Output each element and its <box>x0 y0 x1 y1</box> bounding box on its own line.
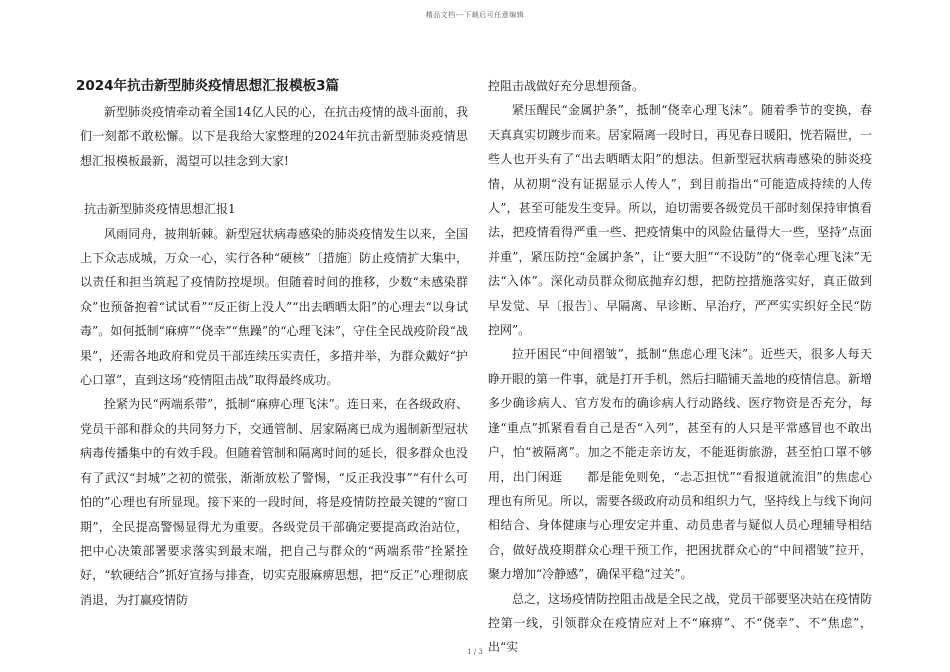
continued-paragraph: 控阻击战做好充分思想预备。 <box>488 79 645 93</box>
page-number: 1 / 3 <box>467 648 483 656</box>
page-header-note: 精品文档---下载后可任意编辑 <box>425 11 525 19</box>
right-column <box>488 74 872 660</box>
spacer <box>80 173 468 197</box>
intro-paragraph: 新型肺炎疫情牵动着全国14亿人民的心，在抗击疫情的战斗面前，我们一刻都不敢松懈。以下是我给大家整理的2024年抗击新型肺炎疫情思想汇报模板最新，渴望可以挂念到大家! <box>80 105 468 168</box>
body-paragraph-5: 总之，这场疫情防控阻击战是全民之战，党员干部要坚决站在疫情防控第一线，引领群众在疫情应对上不“麻痹”、不“侥幸”、不“焦虑”，出“实 <box>488 591 873 655</box>
document-title: 2024年抗击新型肺炎疫情思想汇报模板3篇 <box>76 78 339 94</box>
body-paragraph-1: 风雨同舟，披荆斩棘。新型冠状病毒感染的肺炎疫情发生以来，全国上下众志成城，万众一心，实行各种“硬核”〔措施〕防止疫情扩大集中，以责任和担当筑起了疫情防控堤坝。但随着时间的推移，少数“未感染群众”也预备抱着“试试看”“反正街上没人”“出去晒晒太阳”的心理去“以身试毒”。如何抵制“麻痹”“侥幸”“焦躁”的“心理飞沫”，守住全民战疫阶段“战果”，还需各地政府和党员干部连续压实责任，多措并举，为群众戴好“护心口罩”，直到这场“疫情阻击战”取得最终成功。 <box>80 226 468 388</box>
left-column <box>76 74 468 612</box>
section-subheading: 抗击新型肺炎疫情思想汇报1 <box>84 202 236 217</box>
body-paragraph-4: 拉开困民“中间褶皱”，抵制“焦虑心理飞沫”。近些天，很多人每天睁开眼的第一件事，就是打开手机，然后扫瞄铺天盖地的疫情信息。新增多少确诊病人、官方发布的确诊病人行动路线、医疗物资是否充分，每逢“重点”抓紧看看自己是否“入列”，甚至有的人只是平常感冒也不敢出户，怕“被隔离”。加之不能走亲访友，不能逛街旅游，甚至怕口罩不够用，出门闲逛 都是能免则免，“忐忑担忧”“看报道就流泪”的焦虑心理也有所见。所以，需要各级政府动员和组织力气，坚持线上与线下询问相结合、身体健康与心理安定并重、动员患者与疑似人员心理辅导相结合，做好战疫期群众心理干预工作，把困扰群众心的“中间褶皱”拉开，聚力增加“冷静感”，确保平稳“过关”。 <box>488 347 873 582</box>
body-paragraph-3: 紧压醒民“金属护条”，抵制“侥幸心理飞沫”。随着季节的变换，春天真真实切踱步而来。居家隔离一段时日，再见春日暖阳，恍若隔世，一些人也开头有了“出去晒晒太阳”的想法。但新型冠状病毒感染的肺炎疫情，从初期“没有证据显示人传人”，到目前指出“可能造成持续的人传人”，甚至可能发生变异。所以，迫切需要各级党员干部时刻保持审慎看法，把疫情看得严重一些、把疫情集中的风险估量得大一些，坚持“点面并重”，紧压防控“金属护条”，让“要大胆”“不设防”的“侥幸心理飞沫”无法“入体”。深化动员群众彻底抛弃幻想，把防控措施落实好，真正做到早发觉、早〔报告〕、早隔离、早诊断、早治疗，严严实实织好全民“防控网”。 <box>488 103 873 338</box>
body-paragraph-2: 拴紧为民“两端系带”，抵制“麻痹心理飞沫”。连日来，在各级政府、党员干部和群众的共同努力下，交通管制、居家隔离已成为遏制新型冠状病毒传播集中的有效手段。但随着管制和隔离时间的延长，很多群众也没有了武汉“封城”之初的慌张，渐渐放松了警惕，“反正我没事”“有什么可怕的”心理也有所显现。接下来的一段时间，将是疫情防控最关键的“窗口期”，全民提高警惕显得尤为重要。各级党员干部确定要提高政治站位，把中心决策部署要求落实到最末端，把自己与群众的“两端系带”拴紧拴好，“软硬结合”抓好宣扬与排查，切实克服麻痹思想，把“反正”心理彻底消退，为打赢疫情防 <box>80 397 468 607</box>
